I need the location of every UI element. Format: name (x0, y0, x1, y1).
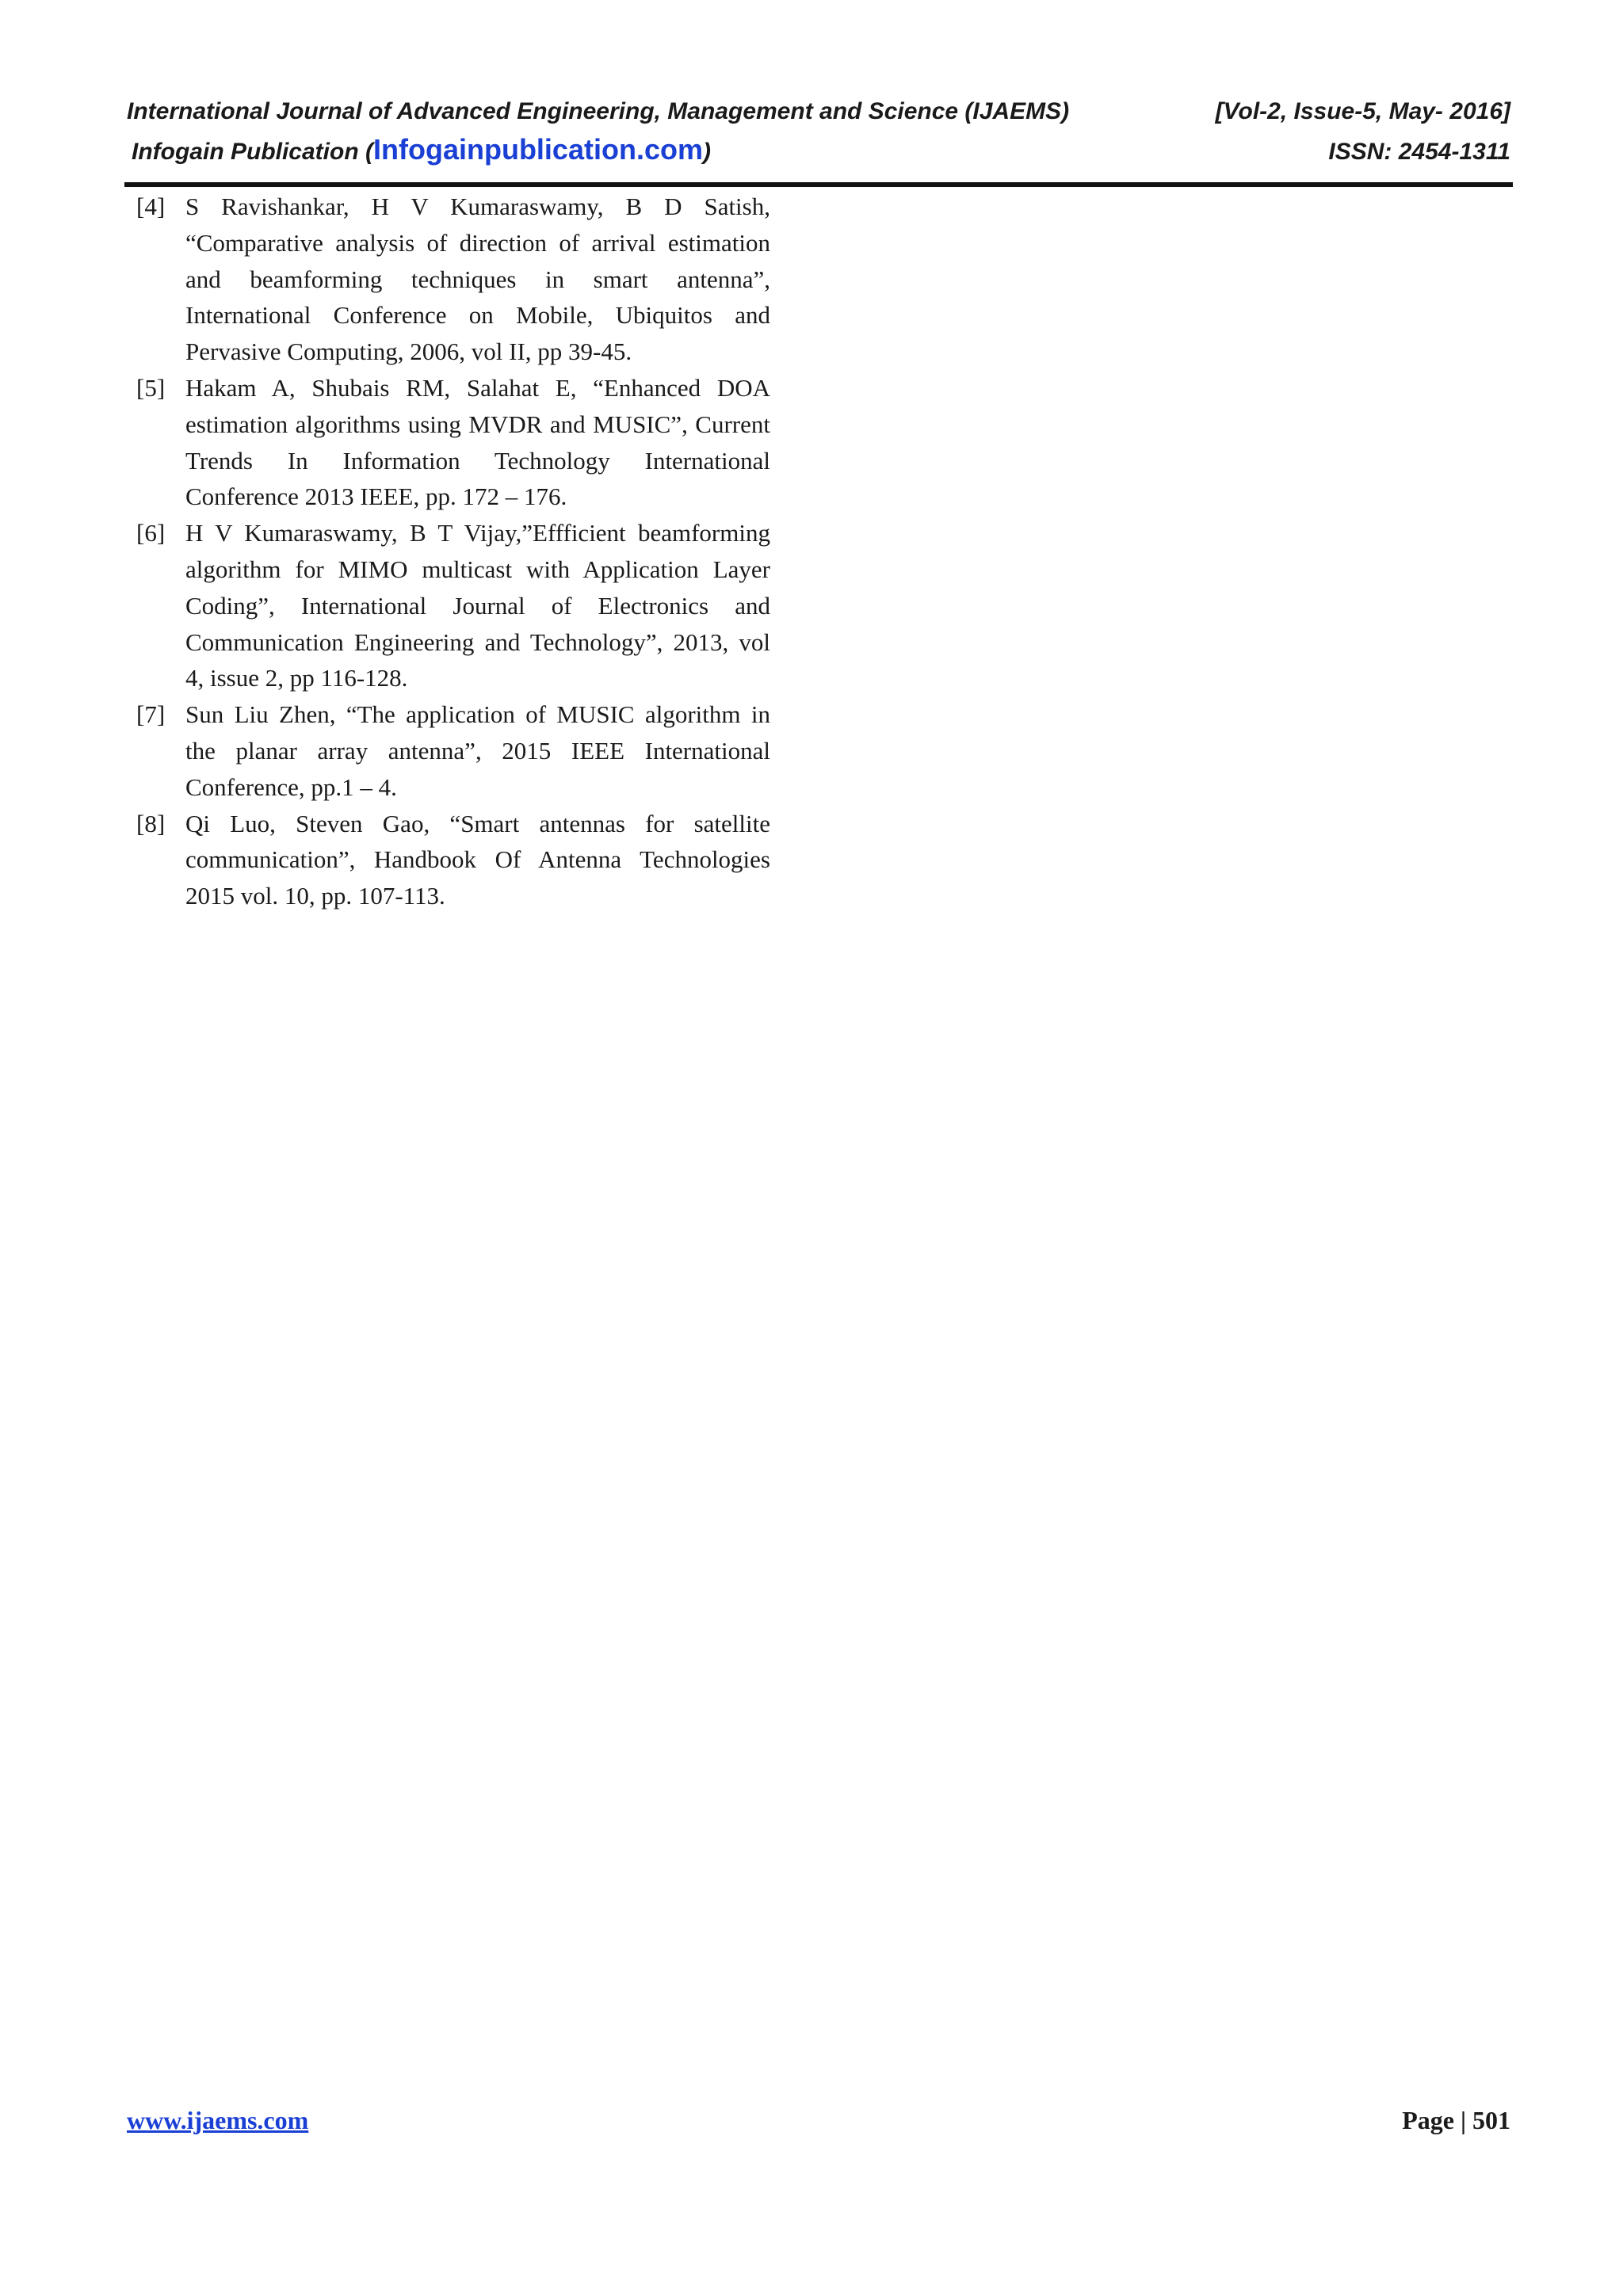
website-link[interactable]: www.ijaems.com (127, 2106, 309, 2134)
page-number: Page | 501 (1402, 2106, 1510, 2134)
reference-number: [6] (136, 519, 166, 547)
reference-text: H V Kumaraswamy, B T Vijay,”Effficient beamforming algorithm for MIMO multicast with Application Layer Coding”, International Journal of Electronics and Communication Engineering and Technology”, 2013, vol 4, issue 2, pp 116-128. (185, 519, 770, 692)
reference-number: [8] (136, 809, 166, 837)
page-header (127, 98, 1510, 166)
reference-text: Hakam A, Shubais RM, Salahat E, “Enhanced DOA estimation algorithms using MVDR and MUSIC”, Current Trends In Information Technology International Conference 2013 IEEE, pp. 172 – 176. (185, 373, 770, 511)
publisher-suffix: ) (702, 139, 711, 165)
page-footer (127, 2106, 1510, 2135)
reference-number: [4] (136, 193, 166, 220)
reference-list (136, 189, 770, 914)
reference-number: [7] (136, 700, 166, 729)
publisher-line (132, 133, 711, 166)
header-row-publisher (127, 133, 1510, 166)
journal-title: International Journal of Advanced Engineering, Management and Science (IJAEMS) (127, 98, 1070, 124)
header-divider (124, 182, 1513, 187)
reference-item (136, 696, 770, 805)
reference-item (136, 515, 770, 696)
issn: ISSN: 2454-1311 (1328, 139, 1510, 165)
reference-number: [5] (136, 373, 166, 402)
volume-info: [Vol-2, Issue-5, May- 2016] (1215, 98, 1510, 124)
reference-text: Sun Liu Zhen, “The application of MUSIC algorithm in the planar array antenna”, 2015 IEEE International Conference, pp.1 – 4. (185, 700, 770, 801)
reference-text: S Ravishankar, H V Kumaraswamy, B D Satish, “Comparative analysis of direction of arrival estimation and beamforming techniques in smart antenna”, International Conference on Mobile, Ubiquitos and Pervasive Computing, 2006, vol II, pp 39-45. (185, 193, 770, 366)
publisher-link[interactable]: Infogainpublication.com (372, 133, 703, 166)
reference-item (136, 806, 770, 914)
reference-item (136, 370, 770, 515)
publisher-prefix: Infogain Publication ( (132, 139, 373, 165)
reference-item (136, 189, 770, 370)
reference-text: Qi Luo, Steven Gao, “Smart antennas for satellite communication”, Handbook Of Antenna Technologies 2015 vol. 10, pp. 107-113. (185, 809, 770, 910)
header-row-journal (127, 98, 1510, 125)
